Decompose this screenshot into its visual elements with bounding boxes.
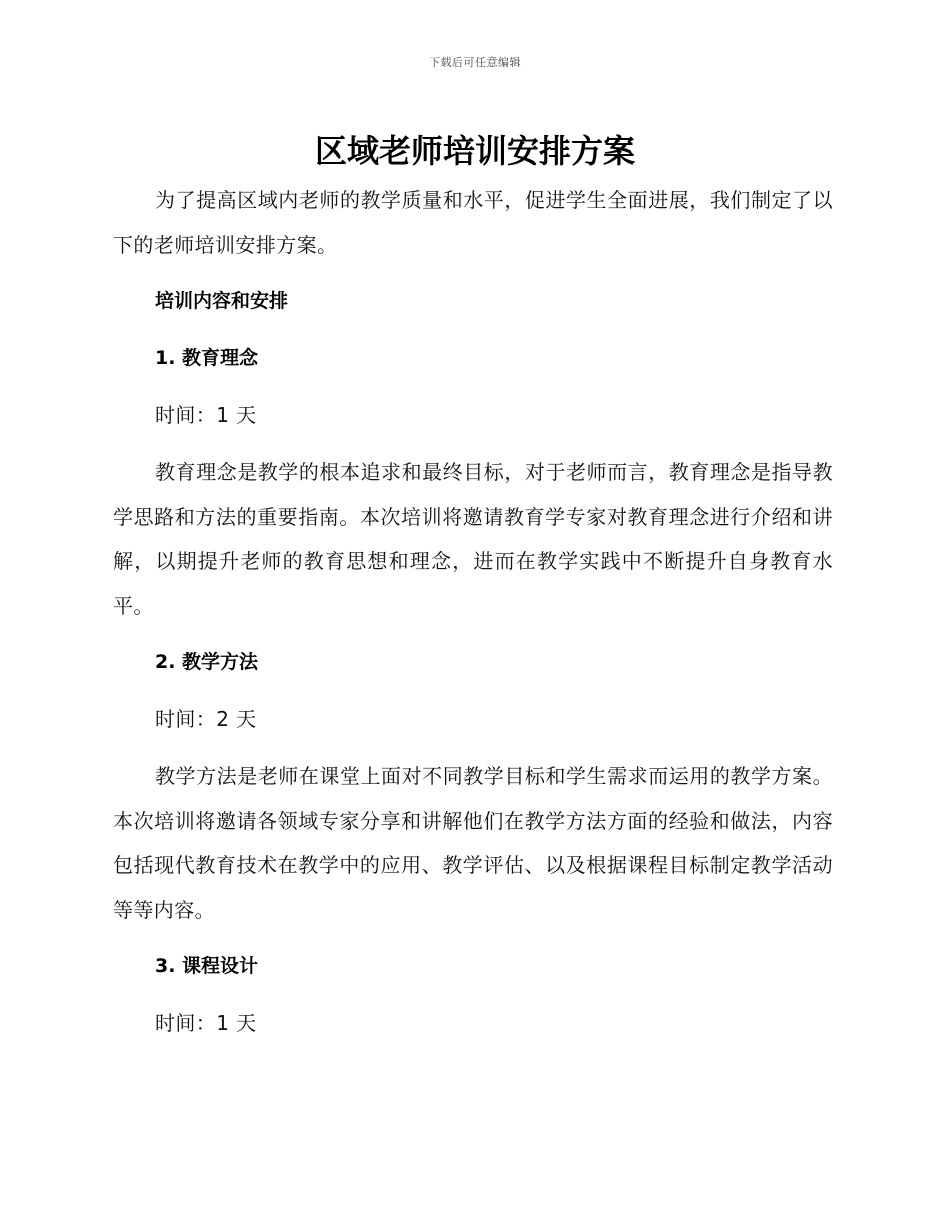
item-3-heading: 3. 课程设计 <box>155 955 259 977</box>
document-body <box>113 178 833 1058</box>
document-title: 区域老师培训安排方案 <box>314 132 635 170</box>
intro-paragraph: 为了提高区域内老师的教学质量和水平，促进学生全面进展，我们制定了以下的老师培训安排方案。 <box>113 188 833 257</box>
item-2-time: 时间：2 天 <box>155 707 257 731</box>
item-1-time: 时间：1 天 <box>155 403 257 427</box>
item-2-body: 教学方法是老师在课堂上面对不同教学目标和学生需求而运用的教学方案。本次培训将邀请各领域专家分享和讲解他们在教学方法方面的经验和做法，内容包括现代教育技术在教学中的应用、教学评估、以及根据课程目标制定教学活动等等内容。 <box>113 764 833 922</box>
item-1-heading: 1. 教育理念 <box>155 347 259 369</box>
page-header-note: 下载后可任意编辑 <box>429 56 521 69</box>
item-2-heading: 2. 教学方法 <box>155 651 259 673</box>
item-3-time: 时间：1 天 <box>155 1011 257 1035</box>
section-heading: 培训内容和安排 <box>155 290 289 312</box>
item-1-body: 教育理念是教学的根本追求和最终目标，对于老师而言，教育理念是指导教学思路和方法的重要指南。本次培训将邀请教育学专家对教育理念进行介绍和讲解，以期提升老师的教育思想和理念，进而在教学实践中不断提升自身教育水平。 <box>113 460 833 618</box>
